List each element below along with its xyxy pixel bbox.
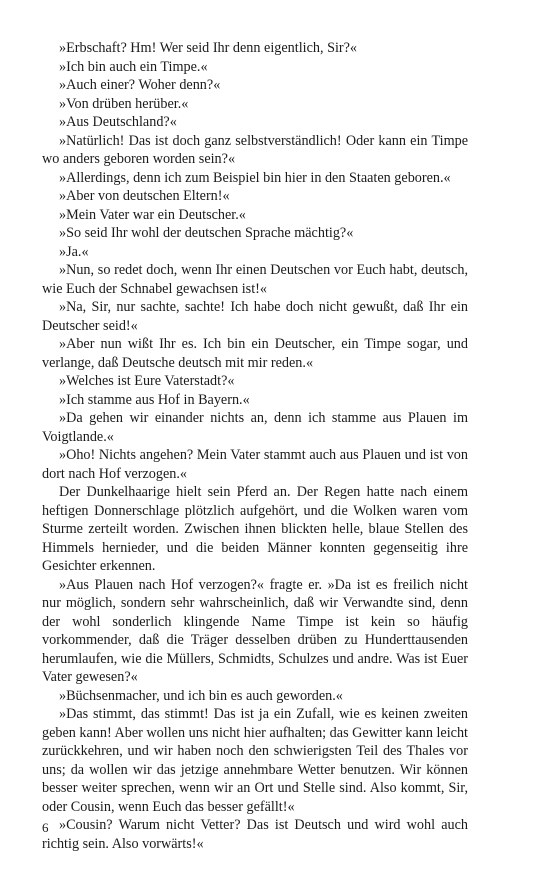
paragraph: »Erbschaft? Hm! Wer seid Ihr denn eigentlich, Sir?« xyxy=(59,40,358,56)
paragraph: »Ich stamme aus Hof in Bayern.« xyxy=(59,391,250,408)
paragraph: »Mein Vater war ein Deutscher.« xyxy=(59,206,246,223)
paragraph: »Oho! Nichts angehen? Mein Vater stammt auch aus Plauen und ist von dort nach Hof verzogen.« xyxy=(42,447,468,482)
paragraph: »Da gehen wir einander nichts an, denn ich stamme aus Plauen im Voigtlande.« xyxy=(42,410,468,445)
paragraph: »Aus Plauen nach Hof verzogen?« fragte er. »Da ist es freilich nicht nur möglich, sondern sehr wahrscheinlich, daß wir Verwandte sind, denn der wohl sonderlich klingende Name Timpe ist kein so häufig vorkommender, daß die Träger desselben drüben zu Hunderttausenden herumlaufen, wie die Müllers, Schmidts, Schulzes und andre. Was ist Euer Vater gewesen?« xyxy=(42,576,468,685)
paragraph: »Cousin? Warum nicht Vetter? Das ist Deutsch und wird wohl auch richtig sein. Also vorwärts!« xyxy=(42,817,468,852)
paragraph: »Ja.« xyxy=(59,243,89,260)
paragraph: »Welches ist Eure Vaterstadt?« xyxy=(59,373,235,389)
paragraph: »So seid Ihr wohl der deutschen Sprache mächtig?« xyxy=(59,225,354,241)
book-page-text xyxy=(42,39,468,853)
paragraph: »Aus Deutschland?« xyxy=(59,114,177,130)
paragraph: Der Dunkelhaarige hielt sein Pferd an. Der Regen hatte nach einem heftigen Donnerschlage plötzlich aufgehört, und die Wolken waren vom Sturme zerteilt worden. Zwischen ihnen blickten helle, blaue Stellen des Himmels hernieder, und die beiden Männer konnten gegenseitig ihre Gesichter erkennen. xyxy=(42,484,468,574)
paragraph: »Nun, so redet doch, wenn Ihr einen Deutschen vor Euch habt, deutsch, wie Euch der Schnabel gewachsen ist!« xyxy=(42,262,468,297)
paragraph: »Na, Sir, nur sachte, sachte! Ich habe doch nicht gewußt, daß Ihr ein Deutscher seid!« xyxy=(42,299,468,334)
paragraph: »Auch einer? Woher denn?« xyxy=(59,77,221,93)
paragraph: »Das stimmt, das stimmt! Das ist ja ein Zufall, wie es keinen zweiten geben kann! Aber wollen uns nicht hier aufhalten; das Gewitter kann leicht zurückkehren, und wir haben noch den schwierigsten Teil des Thales vor uns; da wollen wir das jetzige annehmbare Wetter benutzen. Wir können besser weiter sprechen, wenn wir an Ort und Stelle sind. Also kommt, Sir, oder Cousin, wenn Euch das besser gefällt!« xyxy=(42,706,468,815)
paragraph: »Von drüben herüber.« xyxy=(59,95,189,112)
paragraph: »Allerdings, denn ich zum Beispiel bin hier in den Staaten geboren.« xyxy=(59,169,451,186)
paragraph: »Natürlich! Das ist doch ganz selbstverständlich! Oder kann ein Timpe wo anders geboren worden sein?« xyxy=(42,132,468,167)
paragraph: »Büchsenmacher, und ich bin es auch geworden.« xyxy=(59,687,343,704)
page-number: 6 xyxy=(42,820,49,835)
paragraph: »Aber nun wißt Ihr es. Ich bin ein Deutscher, ein Timpe sogar, und verlange, daß Deutsche deutsch mit mir reden.« xyxy=(42,336,468,371)
paragraph: »Aber von deutschen Eltern!« xyxy=(59,188,230,204)
paragraph: »Ich bin auch ein Timpe.« xyxy=(59,58,208,75)
